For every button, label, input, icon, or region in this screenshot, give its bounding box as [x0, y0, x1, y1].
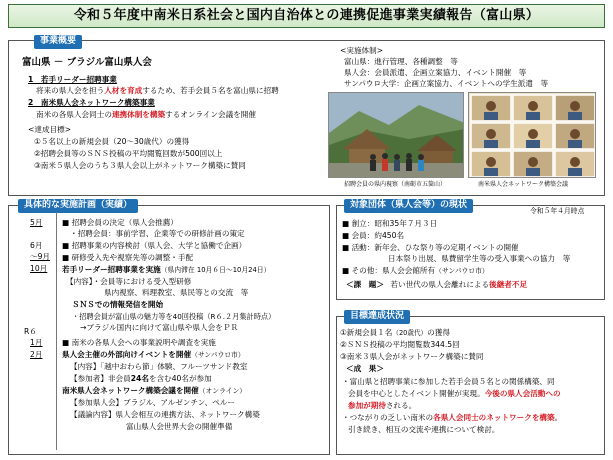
photo-village-visit: [328, 92, 464, 178]
plan-line-5: [62, 265, 270, 275]
month-feb: 2月: [30, 350, 43, 359]
target-date: 令和５年４月時点: [530, 207, 585, 215]
issue-red: 後継者不足: [489, 280, 528, 289]
month-jun: 6月: [30, 241, 43, 250]
plan-line-12a: 県人会主催の外部向けイベントを開催: [62, 350, 192, 359]
target-issue: [346, 280, 527, 290]
plan-line-3: ■ 招聘事業の内容検討（県人会、大学と協働で企画）: [62, 241, 247, 250]
result-3b: される。: [385, 401, 417, 410]
plan-line-18: 富山県人会世界大会の開催準備: [126, 422, 233, 431]
goal-2: ②招聘会員等のＳＮＳ投稿の平均閲覧回数が500回以上: [34, 149, 223, 158]
structure-3: サンパウロ大学：企画立案協力、イベントへの学生派遣 等: [344, 79, 549, 88]
achieve-2: ②ＳＮＳ投稿の平均閲覧数344.5回: [340, 340, 460, 349]
goal-1: ①５名以上の新規会員（20～30歳代）の獲得: [34, 137, 190, 146]
month-oct: 10月: [30, 264, 48, 273]
target-row-5: [342, 266, 489, 276]
village-photo-icon: [329, 93, 464, 178]
item1-title: 1 若手リーダー招聘事業: [28, 75, 117, 84]
issue-text: 若い世代の県人会離れによる: [390, 280, 490, 289]
plan-line-16: 【参加県人会】ブラジル、アルゼンチン、ペルー: [70, 398, 235, 407]
plan-line-15b: （オンライン）: [198, 387, 247, 395]
timeline-divider: [56, 212, 57, 450]
structure-title: <実施体制>: [340, 46, 384, 55]
month-sep: ～9月: [30, 252, 51, 261]
photo-online-meeting: [468, 92, 596, 178]
photo1-caption: 招聘会員の県内視察（南砺市五箇山）: [344, 181, 447, 188]
plan-line-15: [62, 386, 246, 396]
plan-line-15a: 南米県人会ネットワーク構築会議を開催: [62, 386, 199, 395]
result-5: 引き続き、相互の交流や連携について検討。: [348, 425, 500, 434]
result-4b: 。: [554, 413, 563, 422]
plan-line-14a: 【参加者】非会員: [70, 374, 131, 383]
goal-3: ③南米５県人会のうち３県人会以上がネットワーク構築に賛同: [34, 161, 246, 170]
month-jan: 1月: [30, 338, 43, 347]
result-4a: ・つながりの乏しい南米の: [342, 413, 434, 422]
plan-line-5b: （県内滞在 10月６日～10月24日）: [160, 266, 271, 274]
achieve-3: ③南米３県人会がネットワーク構築に賛同: [340, 352, 484, 361]
plan-line-11: ■ 南米の各県人会への事業説明や調査を実施: [62, 338, 216, 347]
item1-desc: [36, 86, 279, 96]
target-row-4: 日本祭り出展、県費留学生等の受入事業への協力 等: [388, 254, 571, 263]
result-4: [342, 413, 562, 423]
achieve-1b: （20歳代）: [392, 329, 428, 337]
plan-line-13: 【内容】「越中おわら節」体験、フルーツサンド教室: [70, 362, 248, 371]
overview-label: 事業概要: [34, 35, 82, 49]
plan-line-12: [62, 350, 245, 360]
target-row-1: ■ 創立：昭和35年７月３日: [342, 219, 438, 228]
target-row-2: ■ 会員：約450名: [342, 231, 405, 240]
structure-2: 県人会：会員派遣、企画立案協力、イベント開催 等: [344, 68, 527, 77]
achieve-1c: の獲得: [427, 328, 450, 337]
item2-desc-b: するオンライン会議を開催: [165, 110, 256, 119]
item2-desc: [36, 110, 256, 120]
achieve-1a: ①新規会員１名: [340, 328, 393, 337]
structure-1: 富山県：進行管理、各種調整 等: [344, 57, 458, 66]
item2-title: 2 南米県人会ネットワーク構築事業: [28, 98, 155, 107]
goals-title: <達成目標>: [28, 125, 72, 134]
result-2red: 今後の県人会活動への: [484, 389, 561, 398]
plan-line-2: ・招聘会員：事前学習、企業等での研修計画の策定: [70, 229, 245, 238]
target-row-3: ■ 活動：新年会、ひな祭り等の定期イベントの開催: [342, 243, 519, 252]
plan-label: 具体的な実施計画（実績）: [18, 199, 138, 213]
plan-line-6: 【内容】・会員等における受入型研修: [66, 277, 192, 286]
overview-heading: 富山県 － ブラジル富山県人会: [22, 57, 152, 68]
month-r6: R６: [24, 327, 37, 336]
achieve-label: 目標達成状況: [344, 310, 410, 324]
item2-desc-a: 南米の各県人会同士の: [36, 110, 112, 119]
meeting-photo-icon: [469, 93, 596, 178]
result-3red: 参加が期待: [348, 401, 386, 410]
target-label: 対象団体（県人会等）の現状: [344, 199, 473, 213]
plan-line-14b: 24名: [130, 374, 149, 383]
target-row-5b: （サンパウロ市）: [435, 267, 489, 275]
plan-line-8: ＳＮＳでの情報発信を開始: [72, 300, 164, 309]
plan-line-17: 【議論内容】県人会相互の連携方法、ネットワーク構築: [70, 410, 260, 419]
photo2-caption: 南米県人会ネットワーク構築会議: [478, 181, 569, 188]
item2-desc-red: 連携体制を構築: [111, 110, 166, 119]
plan-line-14c: を含む40名が参加: [148, 374, 212, 383]
result-2a: 会員を中心としたイベント開催が実現。: [348, 389, 485, 398]
month-may: 5月: [30, 218, 43, 227]
plan-line-7: 県内視察、料理教室、県民等との交流 等: [104, 288, 249, 297]
result-2: [348, 389, 561, 399]
plan-line-12b: （サンパウロ市）: [191, 351, 245, 359]
plan-line-10: →ブラジル国内に向けて富山県や県人会をＰＲ: [80, 323, 239, 332]
plan-line-4: ■ 研修受入先や視察先等の調整・手配: [62, 253, 194, 262]
achieve-1: [340, 328, 450, 338]
issue-label: ＜課 題＞: [346, 280, 384, 289]
plan-line-5a: 若手リーダー招聘事業を実施: [62, 265, 161, 274]
target-row-5a: ■ その他：県人会会館所有: [342, 266, 436, 275]
result-title: ＜成 果＞: [346, 364, 384, 373]
item1-desc-a: 将来の県人会を担う: [36, 86, 105, 95]
result-1: ・富山県と招聘事業に参加した若手会員５名との関係構築、同: [342, 377, 555, 386]
plan-line-14: [70, 374, 212, 384]
page-title: 令和５年度中南米日系社会と国内自治体との連携促進事業実績報告（富山県）: [8, 4, 605, 28]
item1-desc-b: するため、若手会員５名を富山県に招聘: [142, 86, 279, 95]
item1-desc-red: 人材を育成: [104, 86, 143, 95]
plan-line-9: ・招聘会員が富山県の魅力等を40回投稿（R６.２月集計時点）: [72, 312, 276, 321]
result-3: [348, 401, 416, 411]
result-4red: 各県人会同士のネットワークを構築: [433, 413, 555, 422]
plan-line-1: ■ 招聘会員の決定（県人会推薦）: [62, 218, 178, 227]
